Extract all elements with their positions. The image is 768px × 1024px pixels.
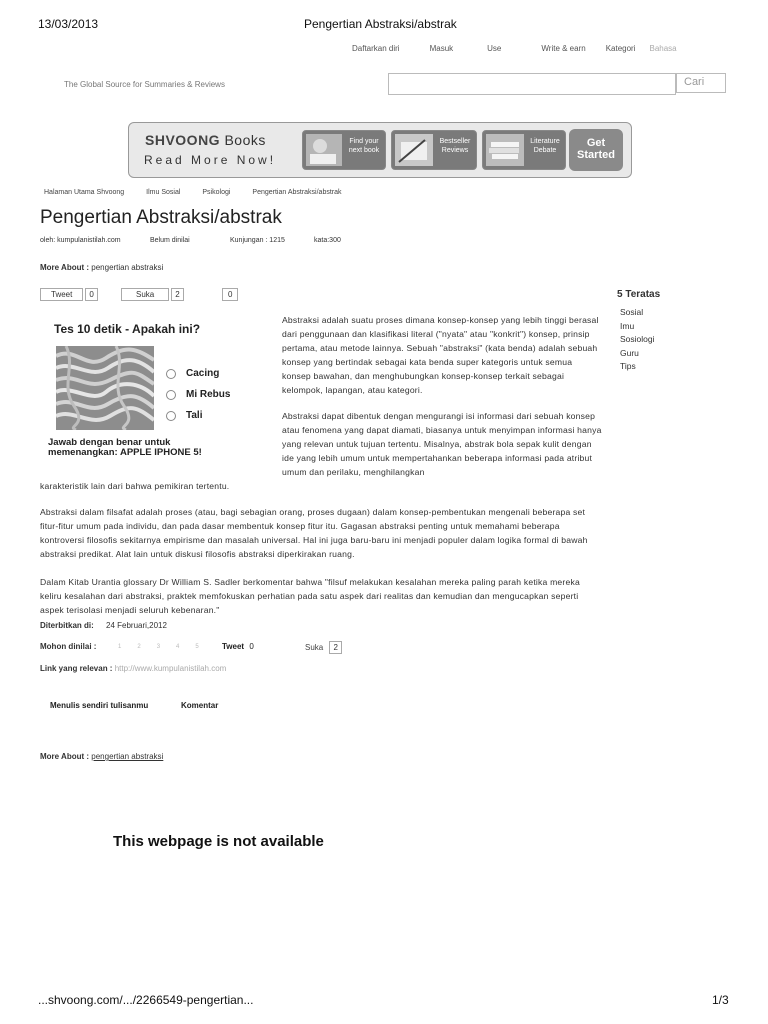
like-button[interactable]: Suka: [121, 288, 169, 301]
like-group-top: [121, 288, 184, 301]
share-count[interactable]: 0: [222, 288, 238, 301]
like-button-bottom[interactable]: Suka: [305, 643, 324, 652]
print-footer-url: ...shvoong.com/.../2266549-pengertian...: [38, 993, 254, 1007]
nav-write-earn-link[interactable]: Write & earn: [541, 44, 586, 53]
sidebar-item-science[interactable]: Imu: [620, 320, 635, 331]
social-bar-top: [40, 288, 98, 301]
tweet-count: 0: [85, 288, 97, 301]
more-about-link[interactable]: pengertian abstraksi: [91, 263, 164, 272]
ad-footer-line2: memenangkan: APPLE IPHONE 5!: [48, 447, 202, 458]
published-date: 24 Februari,2012: [106, 621, 167, 630]
noodles-image: [56, 346, 154, 430]
article-rating-status: Belum dinilai: [150, 237, 190, 244]
tweet-button-bottom[interactable]: Tweet: [222, 642, 245, 651]
sidebar-item-teacher[interactable]: Guru: [620, 347, 639, 358]
banner-tile-bestseller[interactable]: [391, 130, 477, 170]
like-count-bottom: 2: [329, 641, 341, 654]
nav-category-link[interactable]: Kategori: [605, 44, 636, 53]
search-input[interactable]: [388, 73, 676, 95]
ad-option-worm[interactable]: [166, 368, 219, 379]
article-word-count: kata:300: [314, 237, 341, 244]
article-author[interactable]: oleh: kumpulanistilah.com: [40, 237, 121, 244]
print-footer-page: 1/3: [712, 993, 729, 1007]
sidebar-item-sociology[interactable]: Sosiologi: [620, 334, 655, 344]
ad-option-label: Mi Rebus: [186, 389, 231, 400]
sidebar-item-social[interactable]: Sosial: [620, 307, 644, 317]
radio-icon[interactable]: [166, 369, 176, 379]
ad-option-label: Cacing: [186, 368, 220, 379]
article-paragraph-3: Abstraksi dalam filsafat adalah proses (atau, bagi sebagian orang, proses dugaan) dalam konsep-pembentukan mengenali beberapa set fitur-fitur umum pada individu, dan pada dasar membentuk konsep fitur itu. Gagasan abstraksi penting untuk memahami beberapa kontroversi filosofis sekitarnya empirisme dan masalah universal. Hal ini juga baru-baru ini menjadi populer dalam logika formal di bawah abstraksi predikat. Alat lain untuk diskusi filosofis abstraksi diperkirakan ruang.: [40, 507, 588, 559]
books-banner[interactable]: [128, 122, 632, 178]
banner-tile-find-book[interactable]: [302, 130, 386, 170]
search-button[interactable]: Cari: [676, 73, 726, 93]
published-label: Diterbitkan di:: [40, 621, 94, 630]
nav-login-link[interactable]: Masuk: [429, 44, 454, 53]
top-five-sidebar: [617, 289, 660, 374]
book-stack-icon: [486, 134, 524, 166]
pen-paper-icon: [395, 134, 433, 166]
ad-footer: [48, 438, 278, 458]
page-title: Pengertian Abstraksi/abstrak: [40, 207, 282, 228]
breadcrumb-psychology[interactable]: Psikologi: [202, 189, 231, 196]
get-started-button[interactable]: Get Started: [569, 129, 623, 171]
sidebar-heading: 5 Teratas: [617, 289, 661, 300]
banner-slogan: Read More Now!: [144, 153, 277, 167]
print-title: Pengertian Abstraksi/abstrak: [304, 17, 457, 31]
rate-star-2[interactable]: 2: [137, 643, 141, 650]
rate-star-1[interactable]: 1: [118, 643, 122, 650]
article-paragraph-4: Dalam Kitab Urantia glossary Dr William S. Sadler berkomentar bahwa "filsuf melakukan kesalahan mereka paling parah ketika mereka keliru kesalahan dari abstraksi, praktek memfokuskan perhatian pada satu aspek dari realitas dan kemudian dan mengucapkan seperti aspek terisolasi menjadi seluruh kebenaran.": [40, 577, 580, 615]
reader-photo-icon: [306, 134, 342, 166]
related-link: [40, 664, 226, 673]
article-paragraph-2-continued: karakteristik lain dari bahwa pemikiran tertentu.: [40, 481, 230, 491]
nav-language-link[interactable]: Bahasa: [649, 44, 677, 53]
article-paragraph-2: Abstraksi dapat dibentuk dengan mengurangi isi informasi dari sebuah konsep atau fenomena yang dapat diamati, biasanya untuk menyimpan informasi hanya yang relevan untuk tujuan tertentu. Misalnya, abstrak bola sepak kulit dengan ide yang lebih umum untuk mempertahankan beberapa informasi pada atribut umum dan perilaku, menghilangkan: [282, 411, 602, 477]
article-views: Kunjungan : 1215: [230, 237, 285, 244]
social-bar-bottom: [222, 642, 254, 651]
sidebar-item-tips[interactable]: Tips: [620, 361, 636, 371]
radio-icon[interactable]: [166, 390, 176, 400]
breadcrumb-home[interactable]: Halaman Utama Shvoong: [44, 189, 125, 196]
tweet-count-bottom: 0: [249, 642, 254, 651]
share-group-top: [220, 288, 238, 301]
breadcrumb: [44, 189, 364, 196]
more-about-label: More About :: [40, 263, 90, 272]
banner-brand-suffix: Books: [224, 132, 266, 148]
ad-option-rope[interactable]: [166, 410, 202, 421]
article-paragraph-1: Abstraksi adalah suatu proses dimana konsep-konsep yang lebih tinggi berasal dari penggunaan dan klasifikasi literal ("nyata" atau "konkrit") konsep, prinsip pertama, atau metode lainnya. Sebuah "abstraksi" (kata benda) adalah sebuah konsep yang bertindak sebagai kata benda super kategoris untuk semua konsep bawahan, dan menghubungkan konsep-konsep terkait sebagai kelompok, lapangan, atau kategori.: [282, 315, 599, 395]
banner-tile-label: Literature Debate: [530, 138, 560, 154]
related-label: Link yang relevan :: [40, 664, 113, 673]
banner-brand-name: SHVOONG: [145, 132, 221, 148]
article-actions: [50, 701, 218, 710]
banner-tile-label: Find your next book: [348, 138, 380, 154]
nav-use-link[interactable]: Use: [487, 44, 502, 53]
print-date: 13/03/2013: [38, 17, 99, 31]
related-url[interactable]: http://www.kumpulanistilah.com: [114, 664, 227, 673]
rating-row: [40, 642, 199, 651]
ad-title: Tes 10 detik - Apakah ini?: [54, 322, 201, 336]
rate-star-5[interactable]: 5: [195, 643, 199, 650]
ad-option-label: Tali: [186, 410, 203, 421]
tweet-button[interactable]: Tweet: [40, 288, 83, 301]
article-meta: [40, 237, 341, 244]
like-count: 2: [171, 288, 183, 301]
webpage-not-available-message: This webpage is not available: [113, 833, 324, 850]
radio-icon[interactable]: [166, 411, 176, 421]
more-about-bottom-label: More About :: [40, 752, 90, 761]
ad-footer-line1: Jawab dengan benar untuk: [48, 437, 171, 448]
breadcrumb-social-science[interactable]: Ilmu Sosial: [146, 189, 181, 196]
rate-star-3[interactable]: 3: [156, 643, 161, 650]
breadcrumb-current: Pengertian Abstraksi/abstrak: [252, 189, 342, 196]
like-group-bottom: [305, 641, 342, 654]
quiz-ad[interactable]: [48, 318, 276, 458]
banner-tile-literature[interactable]: [482, 130, 566, 170]
nav-register-link[interactable]: Daftarkan diri: [352, 44, 400, 53]
more-about: [40, 263, 163, 272]
published-info: [40, 621, 167, 630]
more-about-bottom: [40, 752, 163, 761]
top-nav: [352, 44, 677, 53]
rate-label: Mohon dinilai :: [40, 642, 97, 651]
comment-link[interactable]: Komentar: [181, 701, 219, 710]
site-tagline: The Global Source for Summaries & Reviews: [64, 80, 225, 89]
write-your-own-link[interactable]: Menulis sendiri tulisanmu: [50, 701, 149, 710]
rate-star-4[interactable]: 4: [176, 643, 180, 650]
ad-option-noodles[interactable]: [166, 389, 230, 400]
noodles-icon: [56, 346, 154, 430]
more-about-bottom-link[interactable]: pengertian abstraksi: [91, 752, 164, 761]
banner-tile-label: Bestseller Reviews: [439, 138, 471, 154]
banner-brand: [145, 132, 266, 148]
